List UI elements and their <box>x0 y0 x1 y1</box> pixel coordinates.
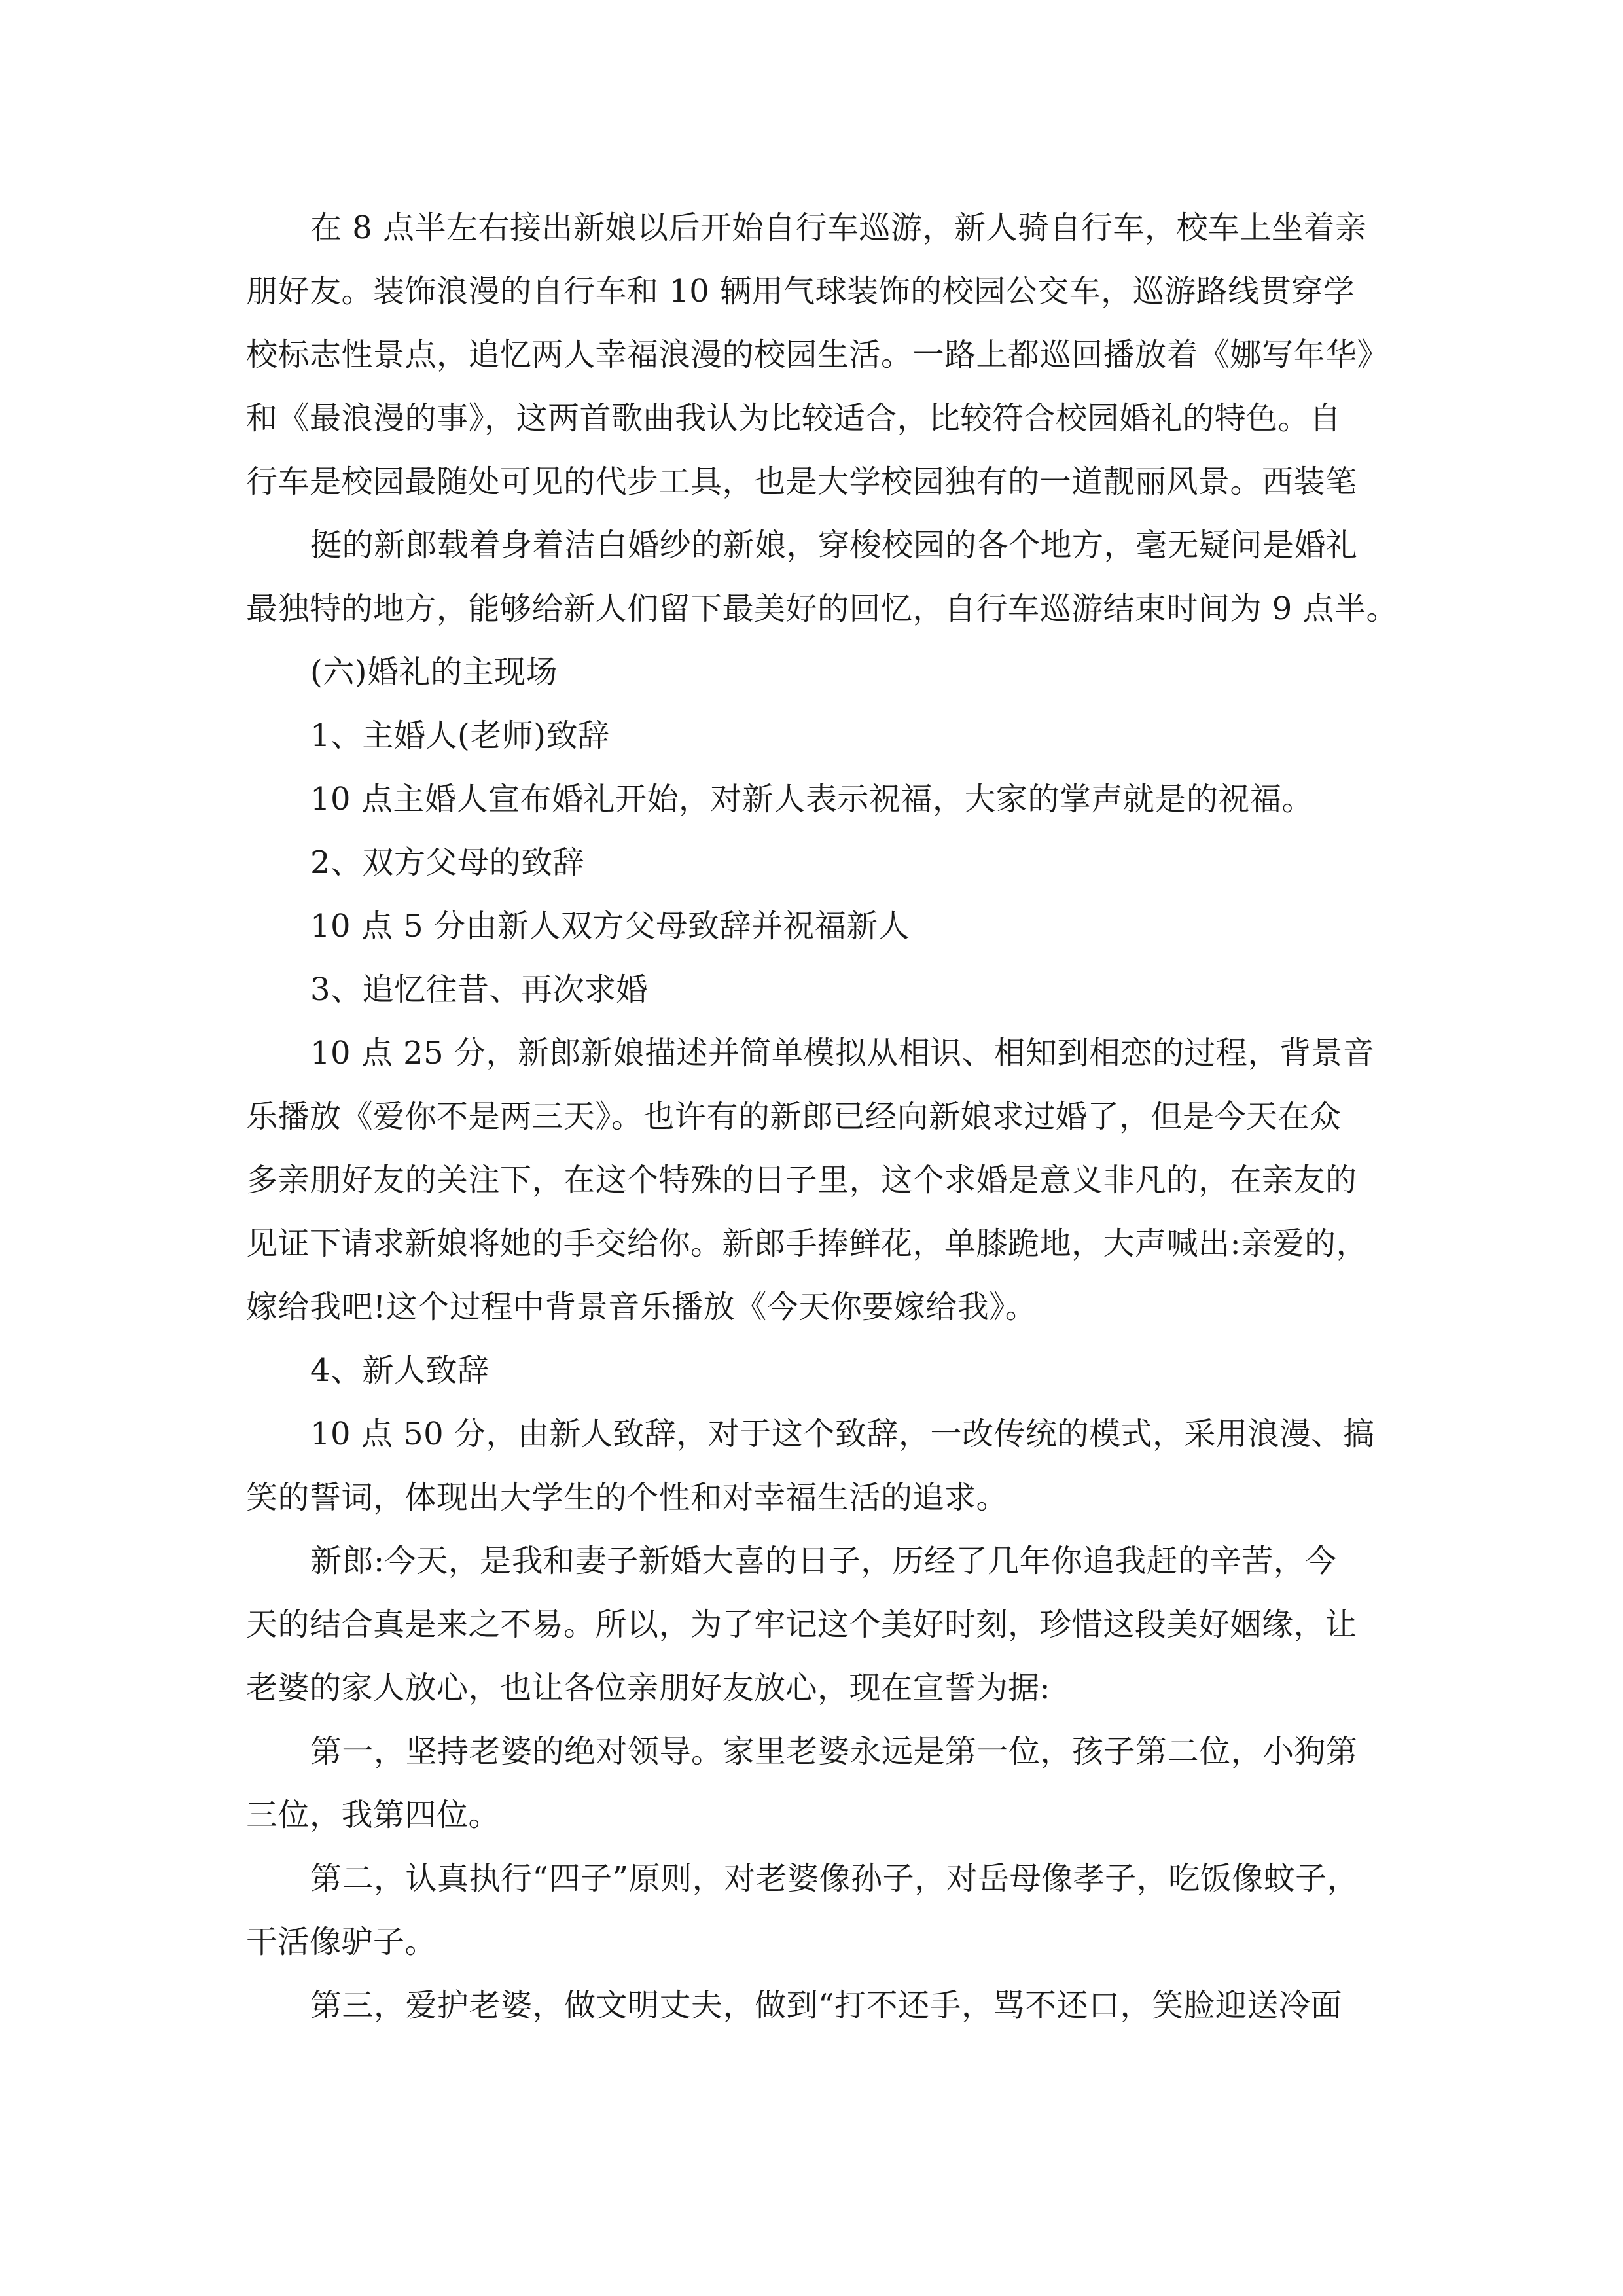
text-line: 在 8 点半左右接出新娘以后开始自行车巡游，新人骑自行车，校车上坐着亲 <box>310 209 1367 246</box>
subsection-heading: 2、双方父母的致辞 <box>310 844 585 881</box>
text-line: 嫁给我吧!这个过程中背景音乐播放《今天你要嫁给我》。 <box>246 1289 1037 1325</box>
text-line: 三位，我第四位。 <box>246 1797 501 1833</box>
subsection-heading: 3、追忆往昔、再次求婚 <box>310 971 649 1008</box>
text-line: 10 点主婚人宣布婚礼开始，对新人表示祝福，大家的掌声就是的祝福。 <box>310 781 1313 817</box>
text-line: 最独特的地方，能够给新人们留下最美好的回忆，自行车巡游结束时间为 9 点半。 <box>246 590 1399 627</box>
text-line: 行车是校园最随处可见的代步工具，也是大学校园独有的一道靓丽风景。西装笔 <box>246 463 1357 500</box>
text-line: 笑的誓词，体现出大学生的个性和对幸福生活的追求。 <box>246 1479 1008 1516</box>
text-line: 10 点 5 分由新人双方父母致辞并祝福新人 <box>310 908 910 944</box>
text-line: 见证下请求新娘将她的手交给你。新郎手捧鲜花，单膝跪地，大声喊出:亲爱的， <box>246 1225 1368 1262</box>
text-line: 新郎:今天，是我和妻子新婚大喜的日子，历经了几年你追我赶的辛苦，今 <box>310 1543 1337 1579</box>
document-body <box>246 196 1399 2037</box>
subsection-heading: 4、新人致辞 <box>310 1352 490 1389</box>
text-line: 第二，认真执行“四子”原则，对老婆像孙子，对岳母像孝子，吃饭像蚊子， <box>310 1860 1359 1897</box>
text-line: 10 点 25 分，新郎新娘描述并简单模拟从相识、相知到相恋的过程，背景音 <box>310 1035 1375 1071</box>
section-heading: (六)婚礼的主现场 <box>310 654 558 691</box>
text-line: 和《最浪漫的事》，这两首歌曲我认为比较适合，比较符合校园婚礼的特色。自 <box>246 400 1342 437</box>
text-line: 天的结合真是来之不易。所以，为了牢记这个美好时刻，珍惜这段美好姻缘，让 <box>246 1606 1357 1643</box>
text-line: 第一，坚持老婆的绝对领导。家里老婆永远是第一位，孩子第二位，小狗第 <box>310 1733 1358 1770</box>
text-line: 乐播放《爱你不是两三天》。也许有的新郎已经向新娘求过婚了，但是今天在众 <box>246 1098 1342 1135</box>
text-line: 第三，爱护老婆，做文明丈夫，做到“打不还手，骂不还口，笑脸迎送冷面 <box>310 1987 1343 2024</box>
subsection-heading: 1、主婚人(老师)致辞 <box>310 717 610 754</box>
text-line: 朋好友。装饰浪漫的自行车和 10 辆用气球装饰的校园公交车，巡游路线贯穿学 <box>246 273 1355 310</box>
text-line: 校标志性景点，追忆两人幸福浪漫的校园生活。一路上都巡回播放着《娜写年华》 <box>246 336 1389 373</box>
text-line: 多亲朋好友的关注下，在这个特殊的日子里，这个求婚是意义非凡的，在亲友的 <box>246 1162 1357 1198</box>
text-line: 老婆的家人放心，也让各位亲朋好友放心，现在宣誓为据: <box>246 1670 1051 1706</box>
text-line: 挺的新郎载着身着洁白婚纱的新娘，穿梭校园的各个地方，毫无疑问是婚礼 <box>310 527 1358 564</box>
text-line: 10 点 50 分，由新人致辞，对于这个致辞，一改传统的模式，采用浪漫、搞 <box>310 1416 1375 1452</box>
text-line: 干活像驴子。 <box>246 1924 437 1960</box>
